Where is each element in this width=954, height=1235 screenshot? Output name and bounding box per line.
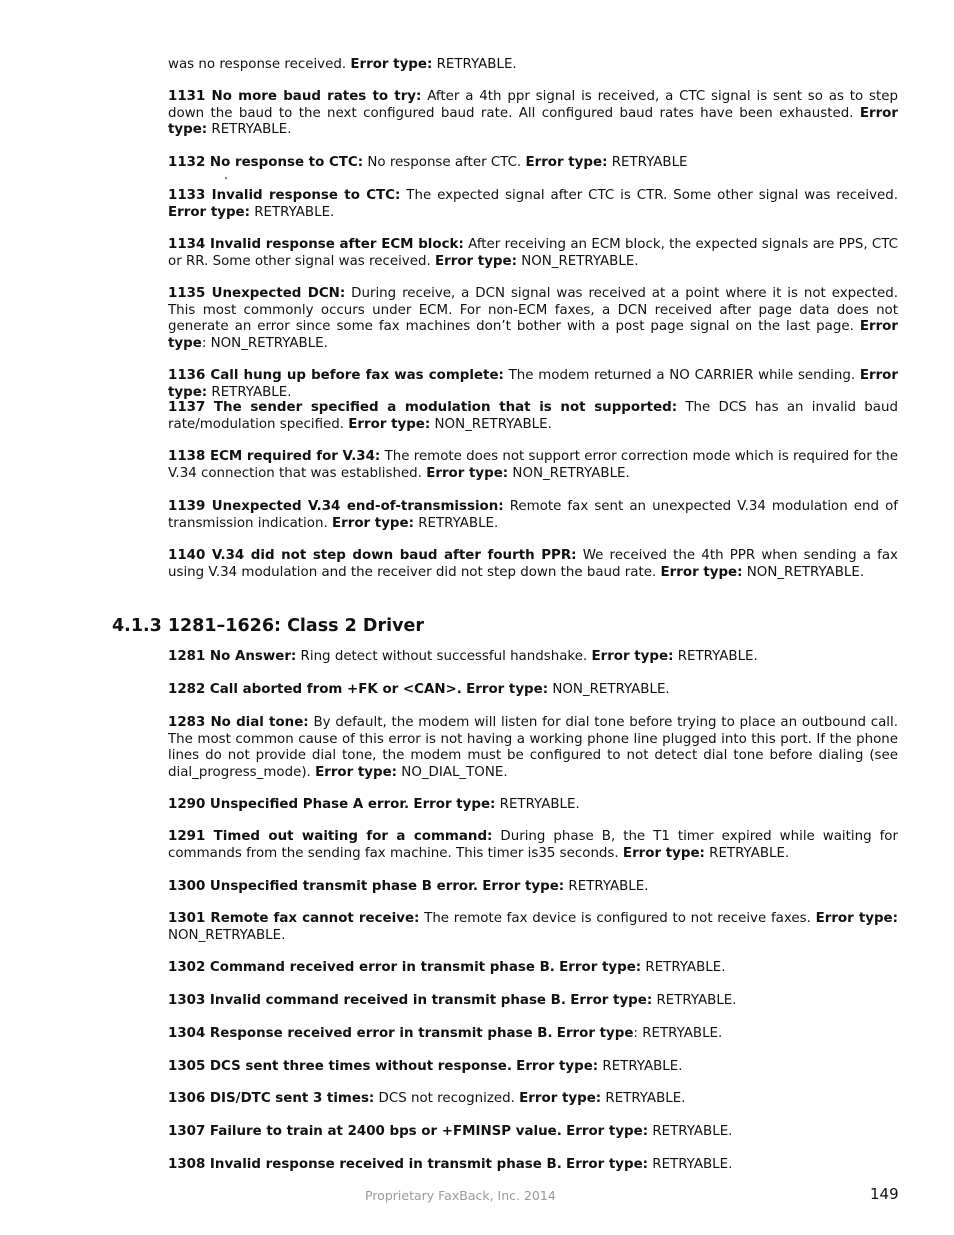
error-type-label: Error type: xyxy=(570,993,653,1008)
error-type-value: RETRYABLE. xyxy=(413,515,499,531)
section-title: 1281–1626: Class 2 Driver xyxy=(167,616,424,636)
error-description: The remote fax device is configured to not receive faxes. xyxy=(424,911,816,926)
error-entry xyxy=(168,879,898,896)
error-type-label: Error type: xyxy=(331,515,414,531)
error-code-title: 1301 Remote fax cannot receive: xyxy=(168,911,420,926)
error-code-title: 1307 Failure to train at 2400 bps or +FMINSP value. xyxy=(168,1124,562,1139)
error-type-label: Error type xyxy=(168,319,898,351)
error-entry xyxy=(168,682,898,699)
error-type-value: RETRYABLE. xyxy=(648,1157,733,1172)
error-type-value: RETRYABLE. xyxy=(432,57,517,72)
error-description: Remote fax sent an unexpected V.34 modulation end of transmission indication. xyxy=(168,499,898,531)
error-type-label: Error type: xyxy=(168,368,898,400)
error-type-label: Error type: xyxy=(350,57,433,72)
error-entry xyxy=(168,715,898,781)
error-type-label: Error type: xyxy=(591,649,674,664)
error-type-value: RETRYABLE. xyxy=(652,993,737,1008)
error-code-title: 1134 Invalid response after ECM block: xyxy=(168,237,464,252)
error-code-title: 1135 Unexpected DCN: xyxy=(168,286,346,301)
error-type-label: Error type: xyxy=(168,204,250,220)
error-description: During phase B, the T1 timer expired while waiting for commands from the sending fax machine. This timer is35 seconds. xyxy=(168,829,898,861)
error-code-title: 1133 Invalid response to CTC: xyxy=(168,188,401,203)
error-code-title: 1291 Timed out waiting for a command: xyxy=(168,829,493,844)
error-type-label: Error type: xyxy=(622,845,705,861)
error-description: After receiving an ECM block, the expected signals are PPS, CTC or RR. Some other signal was received. xyxy=(168,237,898,269)
error-type-label: Error type: xyxy=(426,465,509,481)
error-code-title: 1137 The sender specified a modulation that is not supported: xyxy=(168,400,678,415)
error-type-value: NON_RETRYABLE. xyxy=(742,564,865,580)
error-type-value: : NON_RETRYABLE. xyxy=(201,335,328,351)
error-entry xyxy=(168,1059,898,1076)
error-type-value: RETRYABLE. xyxy=(673,649,758,664)
error-description: During receive, a DCN signal was received at a point where it is not expected. This most commonly occurs under ECM. For non-ECM faxes, a DCN received after page data does not generate an error since some fax machines don’t bother with a post page signal on the last page. xyxy=(168,286,898,334)
error-entry xyxy=(168,829,898,862)
error-entry xyxy=(168,993,898,1010)
error-type-label: Error type: xyxy=(660,564,743,580)
error-code-title: 1140 V.34 did not step down baud after fourth PPR: xyxy=(168,548,577,563)
error-code-title: 1306 DIS/DTC sent 3 times: xyxy=(168,1091,375,1106)
error-type-value: RETRYABLE. xyxy=(207,384,292,400)
error-entry xyxy=(168,911,898,944)
error-description: After a 4th ppr signal is received, a CTC signal is sent so as to step down the baud to the next configured baud rate. All configured baud rates have been exhausted. xyxy=(168,89,898,121)
error-description: Ring detect without successful handshake. xyxy=(300,649,592,664)
error-type-label: Error type: xyxy=(434,253,517,269)
error-type-label: Error type: xyxy=(525,155,608,170)
error-description: DCS not recognized. xyxy=(378,1091,520,1106)
error-entry xyxy=(168,797,898,814)
error-code-title: 1302 Command received error in transmit phase B. xyxy=(168,960,555,975)
error-type-label: Error type: xyxy=(566,1157,649,1172)
error-type-label: Error type: xyxy=(315,764,398,780)
error-code-title: 1139 Unexpected V.34 end-of-transmission: xyxy=(168,499,504,514)
error-type-value: NON_RETRYABLE. xyxy=(508,465,630,481)
error-type-label: Error type: xyxy=(413,797,496,812)
error-type-value: RETRYABLE. xyxy=(207,122,292,137)
error-code-title: 1138 ECM required for V.34: xyxy=(168,449,381,464)
error-type-label: Error type: xyxy=(519,1091,602,1106)
section-heading xyxy=(112,616,430,636)
stray-dot: . xyxy=(224,168,229,183)
error-code-title: 1304 Response received error in transmit phase B. xyxy=(168,1026,553,1041)
error-description: The modem returned a NO CARRIER while sending. xyxy=(508,368,860,383)
error-type-value: RETRYABLE. xyxy=(641,960,726,975)
error-entry xyxy=(168,449,898,482)
error-code-title: 1308 Invalid response received in transmit phase B. xyxy=(168,1157,562,1172)
footer-copyright: Proprietary FaxBack, Inc. 2014 xyxy=(365,1188,556,1203)
error-entry xyxy=(168,89,898,139)
error-description: was no response received. xyxy=(168,57,351,72)
error-description: We received the 4th PPR when sending a fax using V.34 modulation and the receiver did not step down the baud rate. xyxy=(168,548,898,580)
error-code-title: 1131 No more baud rates to try: xyxy=(168,89,422,104)
error-entry xyxy=(168,960,898,977)
error-type-value: RETRYABLE. xyxy=(598,1059,683,1074)
error-type-value: RETRYABLE xyxy=(607,155,688,170)
error-type-label: Error type: xyxy=(815,911,898,926)
error-type-value: RETRYABLE. xyxy=(601,1091,686,1106)
error-entry xyxy=(168,548,898,581)
error-code-title: 1290 Unspecified Phase A error. xyxy=(168,797,410,812)
error-entry xyxy=(168,57,898,74)
error-type-label: Error type: xyxy=(168,105,898,137)
error-type-value: : RETRYABLE. xyxy=(633,1026,723,1041)
error-type-value: NON_RETRYABLE. xyxy=(548,682,670,697)
error-entry xyxy=(168,400,898,433)
error-type-value: NON_RETRYABLE. xyxy=(430,416,552,432)
error-code-title: 1303 Invalid command received in transmit phase B. xyxy=(168,993,566,1008)
error-entry xyxy=(168,1157,898,1174)
error-entry xyxy=(168,188,898,221)
error-type-label: Error type: xyxy=(466,682,549,697)
error-type-label: Error type: xyxy=(482,879,565,894)
error-entry xyxy=(168,286,898,352)
page-number: 149 xyxy=(870,1185,899,1203)
error-code-title: 1300 Unspecified transmit phase B error. xyxy=(168,879,478,894)
error-entry xyxy=(168,237,898,270)
error-type-value: RETRYABLE. xyxy=(495,797,580,812)
error-entry xyxy=(168,1091,898,1108)
error-type-value: NON_RETRYABLE. xyxy=(168,927,286,943)
error-type-label: Error type xyxy=(556,1026,634,1041)
error-type-label: Error type: xyxy=(516,1059,599,1074)
error-description: The expected signal after CTC is CTR. Some other signal was received. xyxy=(406,188,898,203)
error-entry xyxy=(168,499,898,532)
error-type-value: NON_RETRYABLE. xyxy=(516,253,639,269)
error-description: The remote does not support error correction mode which is required for the V.34 connection that was established. xyxy=(168,449,898,481)
error-description: By default, the modem will listen for dial tone before trying to place an outbound call. The most common cause of this error is not having a working phone line plugged into this port. If the phone lines do not provide dial tone, the modem must be configured to not detect dial tone before dialing (see dial_progress_mode). xyxy=(168,715,898,780)
error-entry xyxy=(168,368,898,401)
error-description: The DCS has an invalid baud rate/modulation specified. xyxy=(168,400,898,432)
error-type-label: Error type: xyxy=(566,1124,649,1139)
error-description: No response after CTC. xyxy=(367,155,526,170)
error-type-value: RETRYABLE. xyxy=(704,845,790,861)
error-type-label: Error type: xyxy=(559,960,642,975)
section-number: 4.1.3 xyxy=(112,616,162,636)
error-code-title: 1136 Call hung up before fax was complete: xyxy=(168,368,504,383)
error-type-label: Error type: xyxy=(348,416,431,432)
error-code-title: 1305 DCS sent three times without response. xyxy=(168,1059,512,1074)
error-type-value: NO_DIAL_TONE. xyxy=(397,764,508,780)
error-code-title: 1283 No dial tone: xyxy=(168,715,309,730)
error-entry xyxy=(168,1124,898,1141)
error-entry xyxy=(168,1026,898,1043)
error-entry xyxy=(168,649,898,666)
error-type-value: RETRYABLE. xyxy=(564,879,649,894)
error-type-value: RETRYABLE. xyxy=(648,1124,733,1139)
error-code-title: 1282 Call aborted from +FK or <CAN>. xyxy=(168,682,462,697)
error-code-title: 1132 No response to CTC: xyxy=(168,155,364,170)
error-type-value: RETRYABLE. xyxy=(249,204,335,220)
error-entry xyxy=(168,155,898,172)
error-code-title: 1281 No Answer: xyxy=(168,649,297,664)
